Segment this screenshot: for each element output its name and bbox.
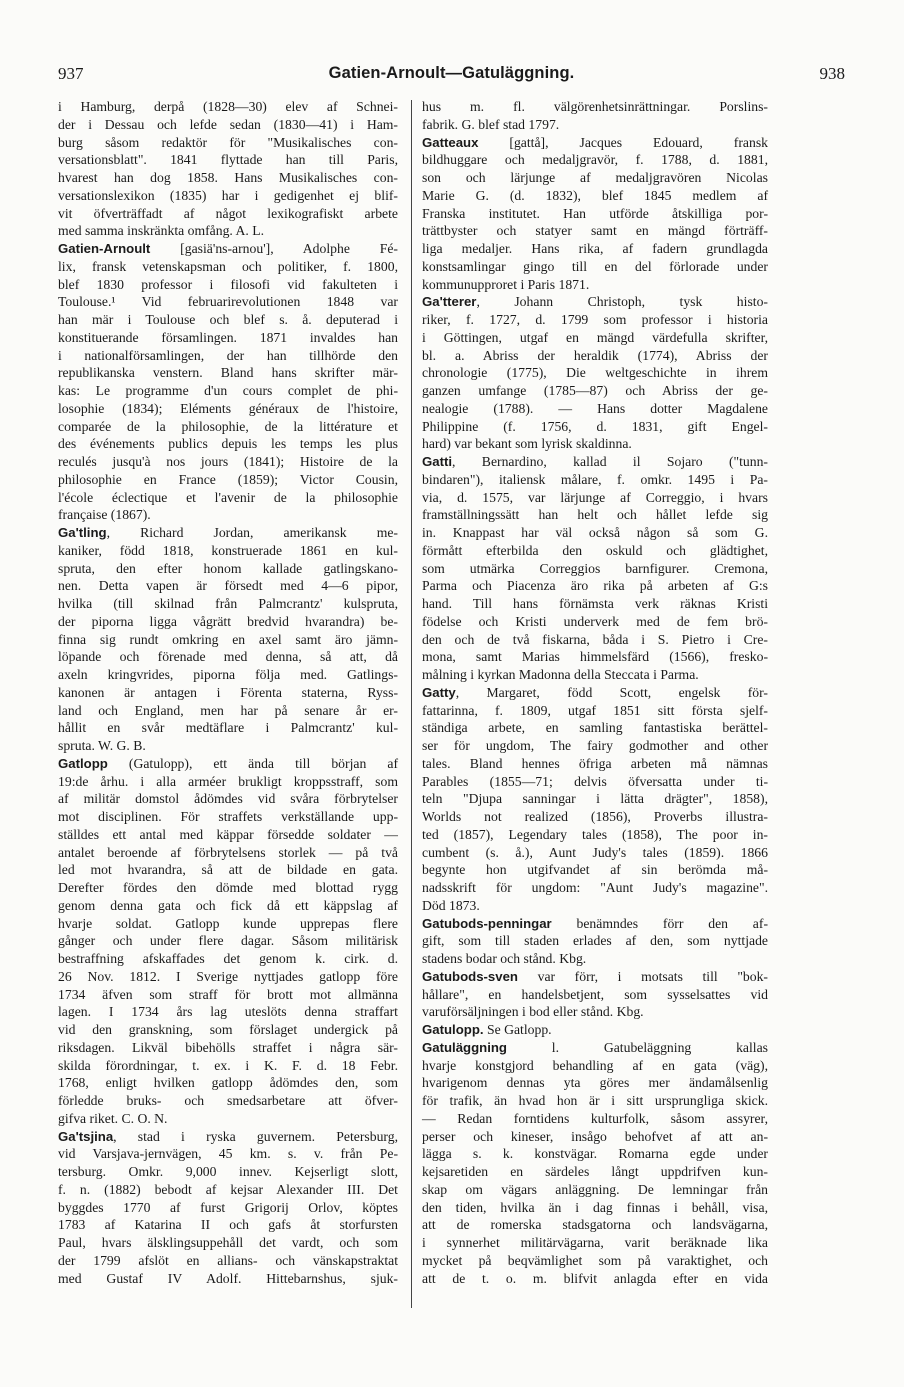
text-line: perser och kineser, insågo behofvet af att an- xyxy=(422,1128,768,1144)
text-line: att de t. o. m. blifvit anlagda efter en vida xyxy=(422,1270,768,1286)
entry-headword: Gatubods-penningar xyxy=(422,915,552,931)
text-line: bestraffning afskaffades det genom k. cirk. d. xyxy=(58,951,398,966)
text-line: att de romerska stadsgatorna och landsvägarna, xyxy=(422,1217,768,1233)
text-line: löpande och förenade med denna, så att, då xyxy=(58,649,398,665)
text-line: lägga s. k. konstvägar. Romarna egde under xyxy=(422,1146,768,1162)
text-line: antalet beroende af förbrytelsens storlek — på två xyxy=(58,844,398,860)
text-line: bl. a. Abriss der heraldik (1774), Abriss der xyxy=(422,347,768,363)
entry-headword: Gatubods-sven xyxy=(422,968,518,984)
text-line: Parma och Piacenza äro rika på arbeten af G:s xyxy=(422,578,768,594)
text-line: cumbent (s. å.), Aunt Judy's tales (1859). 1866 xyxy=(422,844,768,860)
text-line: nealogie (1788). — Hans dotter Magdalene xyxy=(422,400,768,416)
entry-headword-line: Gatlopp (Gatulopp), ett ända till början af xyxy=(58,755,398,771)
text-line: f. n. (1882) bebodt af kejsar Alexander III. Det xyxy=(58,1181,398,1197)
text-line: blef 1830 professor i filosofi vid fakulteten i xyxy=(58,276,398,292)
text-line: land och England, men har på senare år er- xyxy=(58,702,398,718)
text-line: vid Varsjava-jernvägen, 45 km. s. v. från Pe- xyxy=(58,1146,398,1162)
text-line: 1734 äfven som straff för brott mot allmänna xyxy=(58,986,398,1002)
entry-headword: Gatty xyxy=(422,684,456,700)
text-line: trättbyster och statyer samt en mängd förträff- xyxy=(422,223,768,239)
text-line: der i Dessau och lefde sedan (1830—41) i Ham- xyxy=(58,116,398,132)
text-line: vit öfverträffadt af något lexikografiskt arbete xyxy=(58,205,398,221)
text-line: riker, f. 1727, d. 1799 som professor i historia xyxy=(422,312,768,327)
entry-headword-line: Gatti, Bernardino, kallad il Sojaro ("tunn- xyxy=(422,454,768,469)
text-line: af militär domstol ådömdes vid svåra förbrytelser xyxy=(58,791,398,807)
text-line: finna sig rundt omkring en axel samt äro jämn- xyxy=(58,631,398,647)
text-line: hvilka (till skilnad från Palmcrantz' kulspruta, xyxy=(58,596,398,611)
text-line: Marie G. (d. 1832), blef 1845 medlem af xyxy=(422,187,768,203)
text-line: i nationalförsamlingen, der han tillhörde den xyxy=(58,347,398,363)
text-line: den tiden, hvilka än i dag finnas i behåll, visa, xyxy=(422,1199,768,1215)
text-line: fattarinna, f. 1809, utgaf 1851 sitt första sjelf- xyxy=(422,702,768,718)
text-line: spruta, den efter honom kallade gatlingskano- xyxy=(58,560,398,576)
text-line: versationsblatt". 1841 flyttade han till Paris, xyxy=(58,152,398,168)
text-line: hållare", en handelsbetjent, som sysselsattes vid xyxy=(422,986,768,1002)
text-line: mot disciplinen. För straffets verkställande upp- xyxy=(58,809,398,824)
text-line: begynte hon utgifvandet af sin berömda må- xyxy=(422,862,768,878)
text-line: teln "Djupa sanningar i lätta drägter", 1858), xyxy=(422,791,768,807)
entry-headword: Gatuläggning xyxy=(422,1039,507,1055)
text-line: hvarje konstgjord behandling af en gata (väg), xyxy=(422,1057,768,1073)
text-line: i Göttingen, utgaf en mängd värdefulla skrifter, xyxy=(422,329,768,345)
text-line: han mär i Toulouse och blef s. å. deputerad i xyxy=(58,312,398,327)
page-number-left: 937 xyxy=(58,64,84,83)
text-line: der 1799 afslöt en allians- och vänskapstraktat xyxy=(58,1252,398,1268)
entry-headword: Gatulopp. xyxy=(422,1022,484,1037)
text-line: l'école éclectique et l'avenir de la philosophie xyxy=(58,489,398,505)
text-line: genom denna gata och fick då ett käppslag af xyxy=(58,897,398,913)
text-line: framställningssätt han helt och hållet lefde sig xyxy=(422,507,768,523)
text-line: philosophie en France (1859); Victor Cousin, xyxy=(58,471,398,487)
entry-headword: Gatteaux xyxy=(422,134,479,150)
entry-headword-line: Gatty, Margaret, född Scott, engelsk för- xyxy=(422,684,768,700)
entry-headword-line: Gatulopp. Se Gatlopp. xyxy=(422,1022,552,1037)
text-line: med samma inskränkta omfång. A. L. xyxy=(58,223,265,239)
text-line: som utmärka Correggios barnfigurer. Cremona, xyxy=(422,560,768,576)
text-line: lagen. I 1734 års lag uteslöts denna straffart xyxy=(58,1004,398,1020)
text-line: 1783 af Katarina II och gafs åt storfursten xyxy=(58,1217,398,1233)
text-line: konstsamlingar gingo till en del förlorade under xyxy=(422,258,768,274)
text-line: kejsaretiden en särdeles långt uppdrifven kun- xyxy=(422,1164,768,1179)
text-line: hvarje soldat. Gatlopp kunde upprepas flere xyxy=(58,915,398,931)
entry-headword-line: Ga'tling, Richard Jordan, amerikansk me- xyxy=(58,525,398,540)
text-line: Död 1873. xyxy=(422,897,480,913)
text-line: 26 Nov. 1812. I Sverige nyttjades gatlopp före xyxy=(58,968,398,984)
text-line: kommunupproret i Paris 1871. xyxy=(422,276,590,292)
text-line: ställdes ett antal med käppar försedde soldater — xyxy=(58,826,398,842)
text-line: nen. Detta vapen är försedt med 4—6 pipor, xyxy=(58,578,398,594)
text-line: axeln kringvrides, piporna följa med. Gatlings- xyxy=(58,667,398,682)
text-line: Worlds not realized (1856), Proverbs illustra- xyxy=(422,809,768,824)
left-column xyxy=(58,98,398,1287)
text-line: son och lärjunge af medaljgravören Nicolas xyxy=(422,170,768,185)
entry-headword-line: Gatuläggning l. Gatubeläggning kallas xyxy=(422,1039,768,1055)
text-line: hållit en svår medtäflare i Palmcrantz' kul- xyxy=(58,720,398,736)
text-line: i Hamburg, derpå (1828—30) elev af Schnei- xyxy=(58,99,398,114)
entry-headword: Gatti xyxy=(422,454,453,469)
text-line: in. Knappast har väl också någon så som G. xyxy=(422,525,768,540)
page-header xyxy=(58,64,845,90)
text-line: Philippine (f. 1756, d. 1831, gift Engel- xyxy=(422,418,768,434)
text-line: via, d. 1575, var lärjunge af Correggio, i hvars xyxy=(422,489,768,505)
text-line: hus m. fl. välgörenhetsinrättningar. Porslins- xyxy=(422,99,768,114)
entry-headword-line: Ga'tsjina, stad i ryska guvernem. Petersburg, xyxy=(58,1128,398,1144)
text-line: med Gustaf IV Adolf. Hittebarnshus, sjuk- xyxy=(58,1270,398,1286)
text-line: målning i kyrkan Madonna della Steccata i Parma. xyxy=(422,667,699,682)
text-line: — Redan forntidens kulturfolk, såsom assyrer, xyxy=(422,1110,768,1126)
text-line: mycket på beqvämlighet som på varaktighet, och xyxy=(422,1252,768,1268)
text-line: fabrik. G. blef stad 1797. xyxy=(422,116,560,132)
text-line: Paul, hvars älsklingsuppehåll det vardt, och som xyxy=(58,1235,398,1250)
text-line: hard) var bekant som lyrisk skaldinna. xyxy=(422,436,632,452)
text-line: nadsskrift för ungdom: "Aunt Judy's magazine". xyxy=(422,880,768,895)
entry-headword-line: Gatteaux [gattå], Jacques Edouard, fransk xyxy=(422,134,768,150)
text-line: hand. Till hans förnämsta verk räknas Kristi xyxy=(422,596,768,611)
text-line: konstituerande församlingen. 1871 invaldes han xyxy=(58,329,398,345)
entry-headword: Ga'tling xyxy=(58,525,107,540)
text-line: ser för ungdom, The fairy godmother and other xyxy=(422,738,768,753)
text-line: stadens bodar och stånd. Kbg. xyxy=(422,951,587,966)
text-line: kaniker, född 1818, konstruerade 1861 en kul- xyxy=(58,542,398,558)
text-line: losophie (1834); Eléments généraux de l'histoire, xyxy=(58,400,398,416)
running-title: Gatien-Arnoult—Gatuläggning. xyxy=(328,64,575,82)
text-line: för trafik, än hvad hon är i sitt ursprungliga skick. xyxy=(422,1093,768,1108)
text-line: hvarigenom dennas yta göres mer ändamålsenlig xyxy=(422,1075,768,1091)
text-line: förmått efterbilda den oskuld och glädtighet, xyxy=(422,542,768,558)
text-line: ted (1857), Legendary tales (1858), The poor in- xyxy=(422,826,768,842)
text-line: Toulouse.¹ Vid februarirevolutionen 1848 var xyxy=(58,294,398,310)
text-line: gifva riket. C. O. N. xyxy=(58,1110,168,1126)
entry-headword: Ga'tsjina xyxy=(58,1128,114,1144)
text-line: kanonen är antagen i Förenta staterna, Ryss- xyxy=(58,684,398,700)
text-line: mona, samt Marias himmelsfärd (1566), fresko- xyxy=(422,649,768,665)
text-line: gift, som till staden erlades af den, som nyttjade xyxy=(422,933,768,949)
text-line: spruta. W. G. B. xyxy=(58,738,146,753)
text-line: i synnerhet militärvägarna, varit beräknade lika xyxy=(422,1235,768,1250)
column-divider xyxy=(411,100,412,1308)
text-line: förledde bruks- och smedsarbetare att öfver- xyxy=(58,1093,398,1108)
text-line: tersburg. Omkr. 9,000 innev. Kejserligt slott, xyxy=(58,1164,398,1179)
entry-headword: Ga'tterer xyxy=(422,294,477,310)
text-line: riksdagen. Likväl bibehölls straffet i några sär- xyxy=(58,1039,398,1055)
text-line: versationslexikon (1835) har i gedigenhet ej blif- xyxy=(58,187,398,203)
text-line: födelse och Kristi underverk med de fem brö- xyxy=(422,613,768,629)
text-line: ganzen umfange (1785—87) och Abriss der ge- xyxy=(422,383,768,398)
text-line: byggdes 1770 af furst Grigorij Orlov, köptes xyxy=(58,1199,398,1215)
text-line: tales. Bland hennes öfriga arbeten må nämnas xyxy=(422,755,768,771)
entry-headword: Gatien-Arnoult xyxy=(58,241,151,256)
text-line: skilda förordningar, t. ex. i K. F. d. 18 Febr. xyxy=(58,1057,398,1073)
text-line: der piporna ligga vågrätt bredvid hvarandra) be- xyxy=(58,613,398,629)
text-line: led mot hvarandra, så att de bildade en gata. xyxy=(58,862,398,878)
entry-headword-line: Gatubods-sven var förr, i motsats till "bok- xyxy=(422,968,768,984)
text-line: française (1867). xyxy=(58,507,151,523)
text-line: Derefter fördes den dömde med blottad rygg xyxy=(58,880,398,895)
text-line: skap om vägars anläggning. De lemningar från xyxy=(422,1181,768,1197)
text-line: reculés jusqu'à nos jours (1841); Histoire de la xyxy=(58,454,398,469)
text-line: 19:de århu. i alla arméer brukligt kroppsstraff, som xyxy=(58,773,398,789)
text-line: hvarest han dog 1858. Hans Musikalisches con- xyxy=(58,170,398,185)
text-line: vid den granskning, som förslaget undergick på xyxy=(58,1022,398,1037)
text-line: ständiga arbete, en samling fantastiska berättel- xyxy=(422,720,768,736)
text-line: lix, fransk vetenskapsman och politiker, f. 1800, xyxy=(58,258,398,274)
text-line: den och de två fiskarna, båda i S. Pietro i Cre- xyxy=(422,631,768,647)
text-line: republikanska venstern. Bland hans skrifter mär- xyxy=(58,365,398,381)
text-line: Parables (1855—71; delvis öfversatta under ti- xyxy=(422,773,768,789)
text-line: des événements publics depuis les temps les plus xyxy=(58,436,398,452)
text-line: burg såsom redaktör för "Musikalisches con- xyxy=(58,134,398,150)
text-line: comparée de la philosophie, de la littérature et xyxy=(58,418,398,434)
text-line: varuförsäljningen i bod eller stånd. Kbg. xyxy=(422,1004,644,1020)
text-line: liga medaljer. Hans rika, af fadern grundlagda xyxy=(422,241,768,256)
entry-headword-line: Ga'tterer, Johann Christoph, tysk histo- xyxy=(422,294,768,310)
text-line: bindaren"), italiensk målare, f. omkr. 1495 i Pa- xyxy=(422,471,768,487)
page-number-right: 938 xyxy=(819,64,845,83)
right-column xyxy=(422,98,768,1287)
text-line: Franska institutet. Han utförde åtskilliga por- xyxy=(422,205,768,221)
text-line: kas: Le programme d'un cours complet de phi- xyxy=(58,383,398,398)
text-line: chronologie (1775), Die weltgeschichte in ihrem xyxy=(422,365,768,381)
text-line: bildhuggare och medaljgravör, f. 1788, d. 1881, xyxy=(422,152,768,168)
entry-headword-line: Gatubods-penningar benämndes förr den af- xyxy=(422,915,768,931)
entry-headword-line: Gatien-Arnoult [gasiä'ns-arnou'], Adolphe Fé- xyxy=(58,241,398,256)
text-line: gånger och under flere dagar. Såsom militärisk xyxy=(58,933,398,949)
text-line: 1768, enligt hvilken gatlopp ådömdes den, som xyxy=(58,1075,398,1091)
entry-headword: Gatlopp xyxy=(58,755,108,771)
